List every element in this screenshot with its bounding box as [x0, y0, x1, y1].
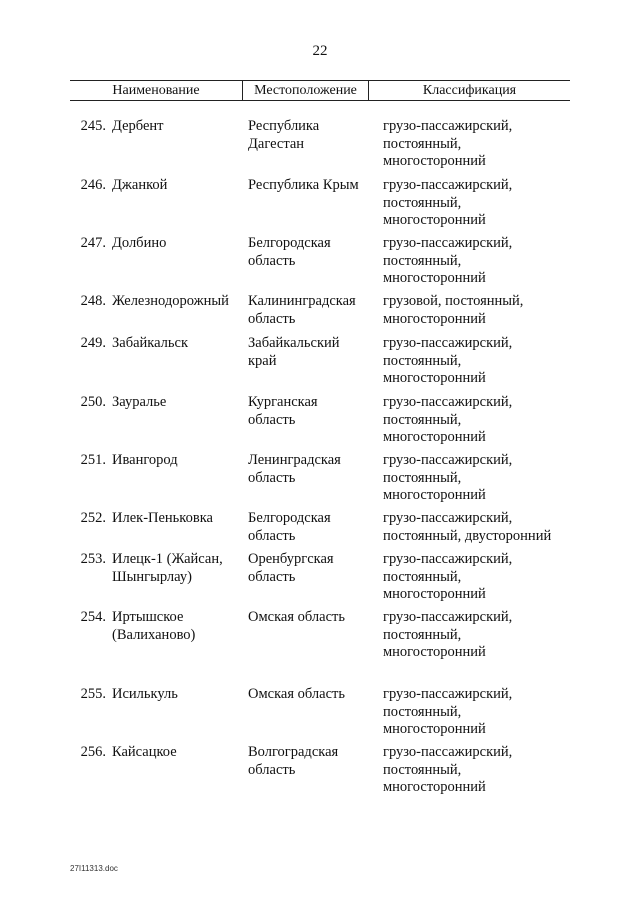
checkpoint-classification-line: многосторонний: [383, 212, 486, 228]
checkpoint-location: [248, 335, 376, 370]
checkpoint-location-line: область: [248, 568, 296, 585]
checkpoint-location: [248, 510, 376, 545]
checkpoint-name: [112, 235, 244, 253]
checkpoint-location-line: Белгородская: [248, 235, 331, 251]
checkpoint-name-line: Зауралье: [112, 394, 167, 410]
checkpoint-location-line: область: [248, 761, 296, 778]
checkpoint-location-line: область: [248, 252, 296, 269]
checkpoint-location: [248, 686, 376, 704]
checkpoint-name: [112, 293, 244, 311]
row-number: 253.: [80, 551, 106, 567]
row-number: 252.: [80, 510, 106, 526]
row-number: 249.: [80, 335, 106, 351]
checkpoint-name-line: Илецк-1 (Жайсан,: [112, 551, 223, 567]
checkpoint-name-line: Шынгырлау): [112, 568, 192, 585]
checkpoint-classification-line: постоянный,: [383, 761, 462, 778]
checkpoint-location: [248, 551, 376, 586]
checkpoint-classification-line: многосторонний: [383, 721, 486, 737]
checkpoint-classification-line: многосторонний: [383, 429, 486, 445]
checkpoint-name-line: Ивангород: [112, 452, 178, 468]
checkpoint-name-line: Исилькуль: [112, 686, 178, 702]
checkpoint-classification: [383, 293, 573, 328]
checkpoint-classification-line: многосторонний: [383, 310, 486, 327]
checkpoint-name: [112, 177, 244, 195]
checkpoint-classification-line: грузо-пассажирский,: [383, 235, 513, 251]
checkpoint-classification-line: постоянный,: [383, 135, 462, 152]
checkpoint-name: [112, 686, 244, 704]
checkpoint-name-line: Джанкой: [112, 177, 168, 193]
row-number: 255.: [80, 686, 106, 702]
checkpoint-location-line: Республика Крым: [248, 177, 359, 193]
row-number: 246.: [80, 177, 106, 193]
checkpoint-location: [248, 744, 376, 779]
checkpoint-classification-line: многосторонний: [383, 270, 486, 286]
checkpoint-location-line: область: [248, 469, 296, 486]
checkpoint-classification-line: многосторонний: [383, 586, 486, 602]
checkpoint-classification-line: многосторонний: [383, 779, 486, 795]
checkpoint-classification-line: грузовой, постоянный,: [383, 293, 524, 309]
checkpoint-location: [248, 177, 376, 195]
header-classification: Классификация: [422, 83, 517, 98]
checkpoint-location-line: Курганская: [248, 394, 318, 410]
checkpoint-name: [112, 335, 244, 353]
checkpoint-classification-line: грузо-пассажирский,: [383, 335, 513, 351]
row-number: 254.: [80, 609, 106, 625]
checkpoint-classification-line: грузо-пассажирский,: [383, 551, 513, 567]
checkpoint-classification-line: постоянный,: [383, 568, 462, 585]
checkpoint-classification: [383, 235, 573, 288]
checkpoint-location-line: область: [248, 527, 296, 544]
checkpoint-location: [248, 452, 376, 487]
checkpoint-classification-line: многосторонний: [383, 644, 486, 660]
checkpoint-classification-line: постоянный,: [383, 626, 462, 643]
checkpoint-name-line: Иртышское: [112, 609, 184, 625]
checkpoint-location-line: Оренбургская: [248, 551, 334, 567]
checkpoint-location: [248, 235, 376, 270]
checkpoint-classification: [383, 118, 573, 171]
checkpoint-location: [248, 118, 376, 153]
checkpoint-classification: [383, 452, 573, 505]
checkpoint-classification-line: постоянный,: [383, 252, 462, 269]
checkpoint-location-line: Калининградская: [248, 293, 356, 309]
row-number: 251.: [80, 452, 106, 468]
checkpoint-location-line: Омская область: [248, 609, 345, 625]
checkpoint-classification-line: грузо-пассажирский,: [383, 118, 513, 134]
checkpoint-name: [112, 452, 244, 470]
checkpoint-name-line: Забайкальск: [112, 335, 188, 351]
checkpoint-classification: [383, 394, 573, 447]
header-name: Наименование: [70, 81, 243, 100]
checkpoint-location-line: Омская область: [248, 686, 345, 702]
checkpoint-classification: [383, 510, 573, 545]
checkpoint-name: [112, 118, 244, 136]
checkpoint-location-line: Дагестан: [248, 135, 305, 152]
checkpoint-location-line: область: [248, 411, 296, 428]
checkpoint-location-line: Забайкальский: [248, 335, 340, 351]
checkpoint-name-line: Железнодорожный: [112, 293, 229, 309]
checkpoint-name: [112, 744, 244, 762]
checkpoint-name: [112, 510, 244, 528]
checkpoint-location-line: Волгоградская: [248, 744, 339, 760]
checkpoint-name-line: Кайсацкое: [112, 744, 177, 760]
checkpoint-classification: [383, 177, 573, 230]
checkpoint-classification-line: постоянный, двусторонний: [383, 527, 552, 544]
footer-filename: 27I11313.doc: [70, 864, 118, 873]
checkpoint-classification-line: многосторонний: [383, 370, 486, 386]
row-number: 256.: [80, 744, 106, 760]
checkpoint-classification: [383, 744, 573, 797]
row-number: 245.: [80, 118, 106, 134]
row-number: 248.: [80, 293, 106, 309]
checkpoint-classification: [383, 686, 573, 739]
checkpoint-name: [112, 609, 244, 644]
checkpoint-classification-line: постоянный,: [383, 469, 462, 486]
checkpoint-name-line: Долбино: [112, 235, 167, 251]
checkpoint-classification-line: грузо-пассажирский,: [383, 394, 513, 410]
checkpoint-classification-line: многосторонний: [383, 487, 486, 503]
checkpoint-classification-line: постоянный,: [383, 411, 462, 428]
checkpoint-location-line: Белгородская: [248, 510, 331, 526]
checkpoint-classification: [383, 551, 573, 604]
checkpoint-classification-line: грузо-пассажирский,: [383, 686, 513, 702]
checkpoint-classification-line: многосторонний: [383, 153, 486, 169]
row-number: 247.: [80, 235, 106, 251]
page-number: 22: [312, 43, 328, 59]
checkpoint-classification-line: грузо-пассажирский,: [383, 510, 513, 526]
checkpoint-classification-line: грузо-пассажирский,: [383, 177, 513, 193]
checkpoint-location-line: Ленинградская: [248, 452, 341, 468]
checkpoint-name-line: Дербент: [112, 118, 164, 134]
checkpoint-name: [112, 551, 244, 586]
checkpoint-classification-line: грузо-пассажирский,: [383, 609, 513, 625]
checkpoint-location: [248, 394, 376, 429]
checkpoint-classification-line: постоянный,: [383, 194, 462, 211]
header-location: Местоположение: [243, 81, 369, 100]
checkpoint-classification-line: грузо-пассажирский,: [383, 452, 513, 468]
checkpoint-location: [248, 609, 376, 627]
checkpoint-classification: [383, 609, 573, 662]
checkpoint-classification-line: постоянный,: [383, 703, 462, 720]
checkpoint-location-line: Республика: [248, 118, 320, 134]
checkpoint-name-line: (Валиханово): [112, 626, 196, 643]
table-header: [70, 80, 570, 101]
checkpoint-name: [112, 394, 244, 412]
row-number: 250.: [80, 394, 106, 410]
checkpoint-location-line: край: [248, 352, 277, 369]
checkpoint-name-line: Илек-Пеньковка: [112, 510, 213, 526]
checkpoint-classification-line: постоянный,: [383, 352, 462, 369]
checkpoint-location-line: область: [248, 310, 296, 327]
checkpoint-classification-line: грузо-пассажирский,: [383, 744, 513, 760]
checkpoint-location: [248, 293, 376, 328]
checkpoint-classification: [383, 335, 573, 388]
